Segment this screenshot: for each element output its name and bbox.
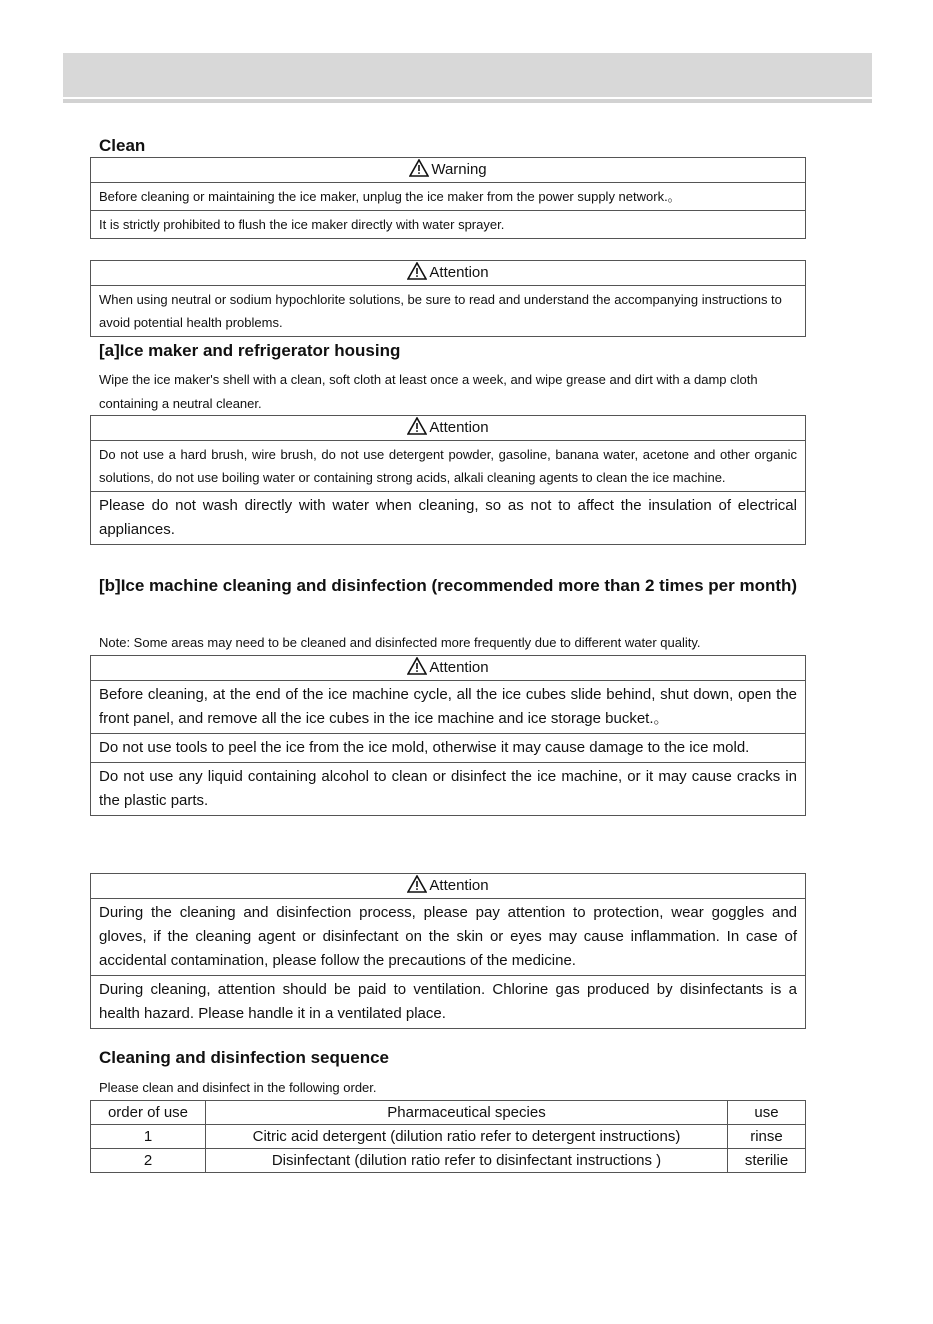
attention-row: Please do not wash directly with water when cleaning, so as not to affect the insulation of electrical appliances. xyxy=(99,497,797,538)
attention-row: When using neutral or sodium hypochlorite solutions, be sure to read and understand the accompanying instructions to avoid potential health problems. xyxy=(99,292,782,330)
attention-box-title xyxy=(91,656,805,681)
attention-box-protection xyxy=(90,873,806,1029)
section-title-clean: Clean xyxy=(99,136,146,155)
warning-triangle-icon xyxy=(407,417,427,435)
table-cell: 2 xyxy=(91,1149,206,1173)
warning-triangle-icon xyxy=(407,262,427,280)
attention-row: During cleaning, attention should be paid to ventilation. Chlorine gas produced by disinfectants is a health hazard. Please handle it in a ventilated place. xyxy=(99,981,797,1022)
section-heading-housing: [a]Ice maker and refrigerator housing xyxy=(99,341,401,360)
warning-box-title xyxy=(91,158,805,183)
table-row xyxy=(91,1125,806,1149)
table-header-cell: order of use xyxy=(91,1101,206,1125)
warning-box xyxy=(90,157,806,239)
attention-label: Attention xyxy=(429,877,489,894)
table-cell: sterilie xyxy=(728,1149,806,1173)
attention-label: Attention xyxy=(429,264,489,281)
sequence-intro: Please clean and disinfect in the following order. xyxy=(99,1080,377,1095)
attention-row: During the cleaning and disinfection process, please pay attention to protection, wear goggles and gloves, if the cleaning agent or disinfectant on the skin or eyes may cause inflammation. In case of accidental contamination, please follow the precautions of the medicine. xyxy=(91,899,805,976)
attention-label: Attention xyxy=(429,659,489,676)
table-header-row xyxy=(91,1101,806,1125)
section-heading-disinfection: [b]Ice machine cleaning and disinfection (recommended more than 2 times per month) xyxy=(99,576,798,595)
table-cell: Disinfectant (dilution ratio refer to disinfectant instructions ) xyxy=(206,1149,728,1173)
attention-row: Do not use tools to peel the ice from the ice mold, otherwise it may cause damage to the ice mold. xyxy=(91,734,805,763)
attention-label: Attention xyxy=(429,419,489,436)
attention-box-procedure xyxy=(90,655,806,816)
table-row xyxy=(91,1149,806,1173)
attention-row: Do not use a hard brush, wire brush, do not use detergent powder, gasoline, banana water, acetone and other organic solutions, do not use boiling water or containing strong acids, alkali cleaning agents to clean the ice machine. xyxy=(91,441,805,492)
table-cell: rinse xyxy=(728,1125,806,1149)
table-header-cell: use xyxy=(728,1101,806,1125)
warning-triangle-icon xyxy=(407,657,427,675)
attention-box-housing xyxy=(90,415,806,545)
warning-row: Before cleaning or maintaining the ice maker, unplug the ice maker from the power supply network.。 xyxy=(91,183,805,211)
attention-box-solutions xyxy=(90,260,806,337)
housing-text: Wipe the ice maker's shell with a clean, soft cloth at least once a week, and wipe grease and dirt with a damp cloth containing a neutral cleaner. xyxy=(99,372,758,411)
sequence-table xyxy=(90,1100,806,1173)
header-rule xyxy=(63,99,872,103)
section-heading-sequence: Cleaning and disinfection sequence xyxy=(99,1048,389,1067)
warning-triangle-icon xyxy=(407,875,427,893)
table-cell: 1 xyxy=(91,1125,206,1149)
attention-row: Before cleaning, at the end of the ice machine cycle, all the ice cubes slide behind, shut down, open the front panel, and remove all the ice cubes in the ice machine and ice storage bucket.。 xyxy=(91,681,805,734)
attention-box-title xyxy=(91,874,805,899)
attention-row: Do not use any liquid containing alcohol to clean or disinfect the ice machine, or it may cause cracks in the plastic parts. xyxy=(99,768,797,809)
table-cell: Citric acid detergent (dilution ratio refer to detergent instructions) xyxy=(206,1125,728,1149)
warning-label: Warning xyxy=(431,161,487,178)
warning-triangle-icon xyxy=(409,159,429,177)
header-band xyxy=(63,53,872,97)
attention-box-title xyxy=(91,261,805,286)
warning-row: It is strictly prohibited to flush the ice maker directly with water sprayer. xyxy=(99,217,505,232)
table-header-cell: Pharmaceutical species xyxy=(206,1101,728,1125)
attention-box-title xyxy=(91,416,805,441)
disinfection-note: Note: Some areas may need to be cleaned and disinfected more frequently due to different water quality. xyxy=(99,635,701,650)
